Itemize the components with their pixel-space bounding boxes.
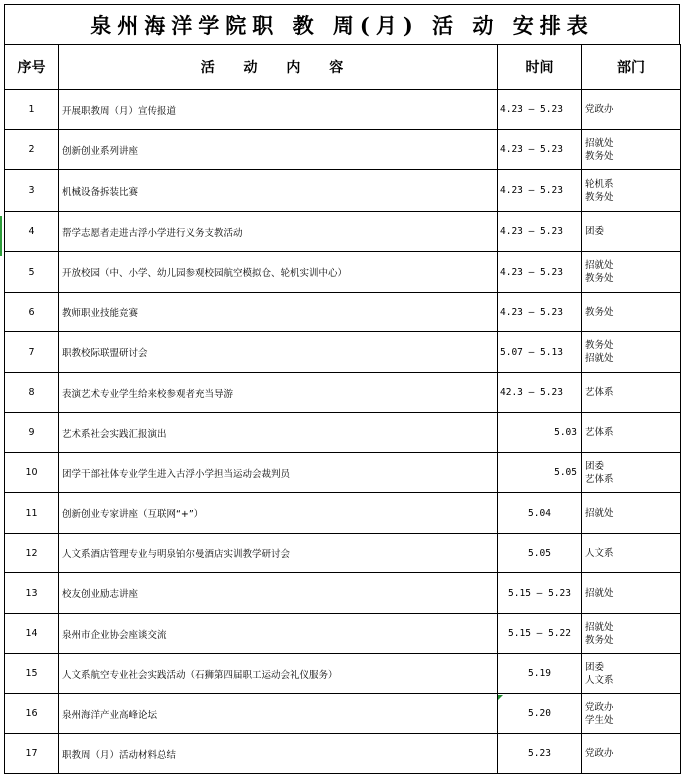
dept-name: 教务处 [585, 306, 614, 318]
dept-name: 党政办 [585, 104, 614, 115]
dept-name: 人文系 [585, 674, 614, 686]
cell-num[interactable]: 4 [5, 212, 59, 252]
cell-time[interactable]: 4.23 — 5.23 [498, 170, 582, 212]
cell-time[interactable]: 5.15 — 5.23 [498, 573, 582, 614]
table-row [5, 694, 681, 734]
table-row [5, 734, 681, 774]
cell-activity[interactable]: 人文系酒店管理专业与明泉铂尔曼酒店实训教学研讨会 [59, 534, 498, 573]
cell-num[interactable]: 11 [5, 493, 59, 534]
row-selection-marker [0, 216, 2, 256]
cell-dept[interactable] [582, 453, 681, 493]
cell-time[interactable]: 5.04 [498, 493, 582, 534]
cell-time[interactable]: 5.20 [498, 694, 582, 734]
table-row [5, 534, 681, 573]
cell-activity[interactable]: 教师职业技能竞赛 [59, 293, 498, 332]
table-row [5, 293, 681, 332]
dept-name: 招就处 [585, 353, 614, 364]
cell-activity[interactable]: 职教校际联盟研讨会 [59, 332, 498, 373]
table-row [5, 90, 681, 130]
dept-name: 团委 [585, 226, 605, 237]
cell-num[interactable]: 17 [5, 734, 59, 774]
cell-activity[interactable]: 创新创业系列讲座 [59, 130, 498, 170]
cell-activity[interactable]: 人文系航空专业社会实践活动（石狮第四届职工运动会礼仪服务） [59, 654, 498, 694]
table-row [5, 212, 681, 252]
header-dept[interactable]: 部门 [582, 45, 681, 90]
cell-time[interactable]: 5.05 [498, 534, 582, 573]
cell-time[interactable]: 5.15 — 5.22 [498, 614, 582, 654]
table-row [5, 332, 681, 373]
cell-num[interactable]: 9 [5, 413, 59, 453]
cell-dept[interactable] [582, 130, 681, 170]
cell-num[interactable]: 16 [5, 694, 59, 734]
header-num[interactable]: 序号 [5, 45, 59, 90]
cell-dept[interactable] [582, 332, 681, 373]
cell-dept[interactable] [582, 614, 681, 654]
activity-table [4, 44, 681, 774]
dept-name: 教务处 [585, 191, 614, 203]
dept-name: 党政办 [585, 748, 614, 759]
cell-time[interactable]: 5.05 [498, 453, 582, 493]
table-row [5, 170, 681, 212]
dept-name: 教务处 [585, 340, 614, 351]
cell-num[interactable]: 12 [5, 534, 59, 573]
cell-activity[interactable]: 团学干部社体专业学生进入古浮小学担当运动会裁判员 [59, 453, 498, 493]
cell-num[interactable]: 3 [5, 170, 59, 212]
cell-activity[interactable]: 职教周（月）活动材料总结 [59, 734, 498, 774]
table-row [5, 614, 681, 654]
cell-dept[interactable] [582, 493, 681, 534]
cell-num[interactable]: 7 [5, 332, 59, 373]
dept-name: 艺体系 [585, 387, 614, 398]
cell-time[interactable]: 5.19 [498, 654, 582, 694]
dept-name: 教务处 [585, 634, 614, 646]
cell-num[interactable]: 8 [5, 373, 59, 413]
cell-time[interactable]: 5.03 [498, 413, 582, 453]
table-row [5, 493, 681, 534]
cell-activity[interactable]: 泉州市企业协会座谈交流 [59, 614, 498, 654]
cell-activity[interactable]: 帮学志愿者走进古浮小学进行义务支教活动 [59, 212, 498, 252]
cell-time[interactable]: 4.23 — 5.23 [498, 293, 582, 332]
dept-name: 招就处 [585, 260, 614, 271]
cell-dept[interactable] [582, 654, 681, 694]
dept-name: 轮机系 [585, 178, 614, 190]
header-time[interactable]: 时间 [498, 45, 582, 90]
dept-name: 招就处 [585, 137, 614, 149]
cell-activity[interactable]: 校友创业励志讲座 [59, 573, 498, 614]
cell-dept[interactable] [582, 534, 681, 573]
cell-num[interactable]: 10 [5, 453, 59, 493]
cell-activity[interactable]: 表演艺术专业学生给来校参观者充当导游 [59, 373, 498, 413]
cell-dept[interactable] [582, 212, 681, 252]
table-row [5, 373, 681, 413]
sheet-title: 泉州海洋学院职 教 周(月) 活 动 安排表 [4, 4, 680, 44]
table-row [5, 413, 681, 453]
table-row [5, 252, 681, 293]
cell-num[interactable]: 2 [5, 130, 59, 170]
cell-dept[interactable] [582, 90, 681, 130]
dept-name: 团委 [585, 661, 605, 673]
table-row [5, 453, 681, 493]
dept-name: 艺体系 [585, 473, 614, 485]
table-row [5, 573, 681, 614]
dept-name: 党政办 [585, 701, 614, 713]
cell-time[interactable]: 4.23 — 5.23 [498, 90, 582, 130]
cell-activity[interactable]: 艺术系社会实践汇报演出 [59, 413, 498, 453]
dept-name: 人文系 [585, 547, 614, 559]
dept-name: 学生处 [585, 714, 614, 726]
cell-activity[interactable]: 机械设备拆装比赛 [59, 170, 498, 212]
dept-name: 招就处 [585, 507, 614, 519]
cell-dept[interactable] [582, 734, 681, 774]
dept-name: 招就处 [585, 621, 614, 633]
cell-time[interactable]: 5.23 [498, 734, 582, 774]
cell-activity[interactable]: 开展职教周（月）宣传报道 [59, 90, 498, 130]
dept-name: 教务处 [585, 150, 614, 162]
cell-dept[interactable] [582, 170, 681, 212]
cell-dept[interactable] [582, 413, 681, 453]
header-row [5, 45, 681, 90]
cell-time[interactable]: 4.23 — 5.23 [498, 212, 582, 252]
cell-dept[interactable] [582, 694, 681, 734]
dept-name: 艺体系 [585, 427, 614, 438]
cell-activity[interactable]: 创新创业专家讲座（互联网“+”） [59, 493, 498, 534]
cell-time[interactable]: 4.23 — 5.23 [498, 130, 582, 170]
cell-num[interactable]: 5 [5, 252, 59, 293]
cell-time[interactable]: 42.3 — 5.23 [498, 373, 582, 413]
cell-num[interactable]: 6 [5, 293, 59, 332]
table-row [5, 130, 681, 170]
cell-num[interactable]: 14 [5, 614, 59, 654]
dept-name: 教务处 [585, 273, 614, 284]
cell-num[interactable]: 15 [5, 654, 59, 694]
header-content[interactable]: 活 动 内 容 [59, 45, 498, 90]
cell-dept[interactable] [582, 293, 681, 332]
table-row [5, 654, 681, 694]
cell-activity[interactable]: 开放校园（中、小学、幼儿园参观校园航空模拟仓、轮机实训中心） [59, 252, 498, 293]
cell-dept[interactable] [582, 373, 681, 413]
dept-name: 团委 [585, 460, 605, 472]
cell-num[interactable]: 13 [5, 573, 59, 614]
cell-num[interactable]: 1 [5, 90, 59, 130]
cell-dept[interactable] [582, 252, 681, 293]
cell-time[interactable]: 5.07 — 5.13 [498, 332, 582, 373]
dept-name: 招就处 [585, 587, 614, 599]
cell-activity[interactable]: 泉州海洋产业高峰论坛 [59, 694, 498, 734]
cell-time[interactable]: 4.23 — 5.23 [498, 252, 582, 293]
cell-dept[interactable] [582, 573, 681, 614]
